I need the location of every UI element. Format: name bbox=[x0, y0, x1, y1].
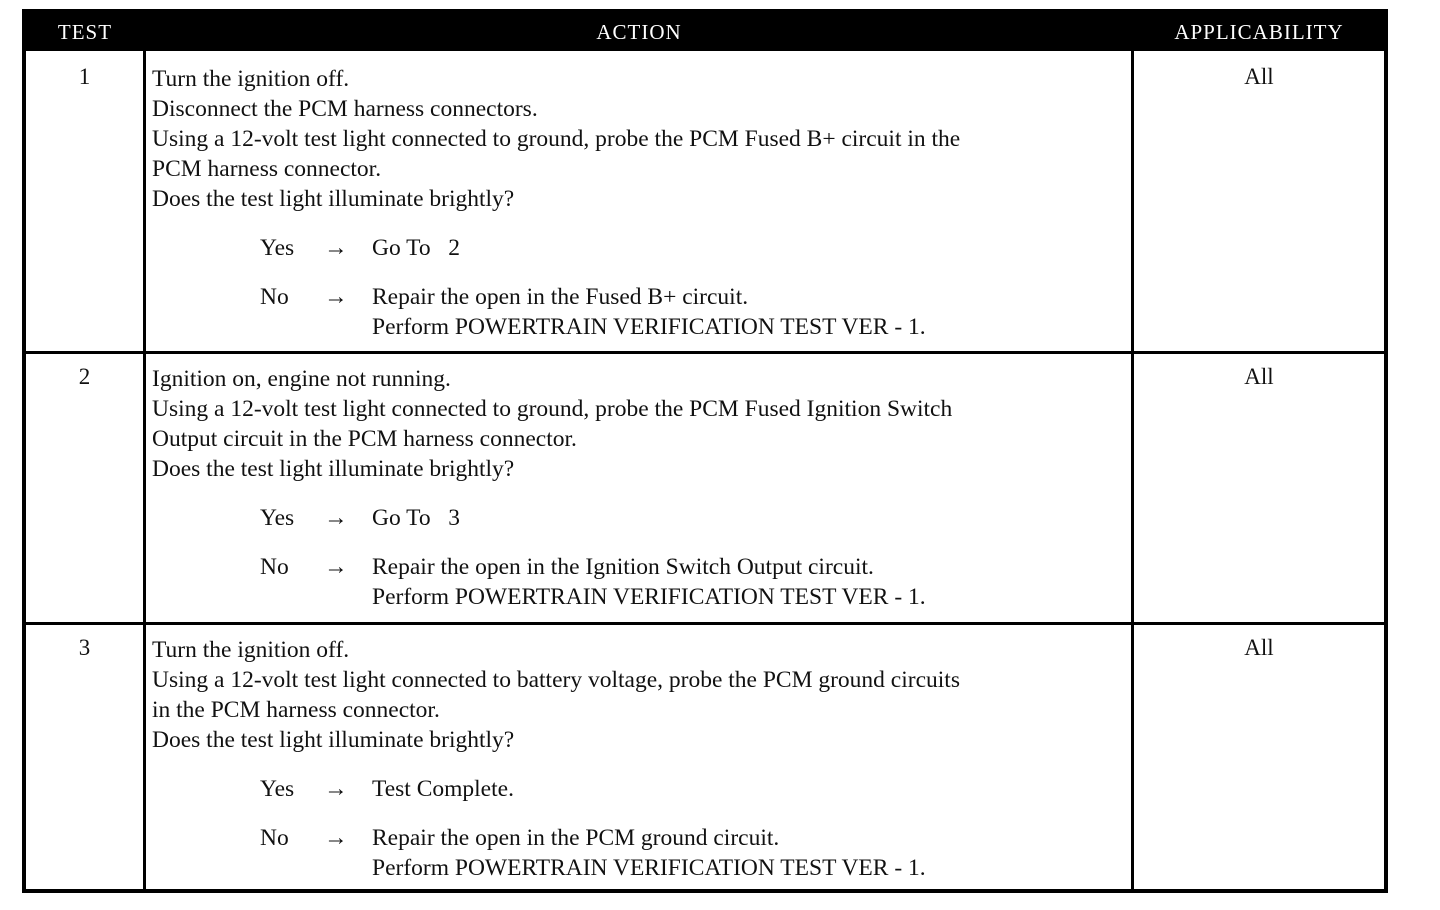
action-line: Using a 12-volt test light connected to battery voltage, probe the PCM ground circuits bbox=[152, 667, 960, 693]
no-branch bbox=[152, 552, 1128, 582]
arrow-icon: → bbox=[324, 554, 348, 580]
arrow-icon: → bbox=[324, 825, 348, 851]
applicability: All bbox=[1244, 364, 1274, 389]
yes-result: Go To 2 bbox=[372, 235, 461, 261]
table-row bbox=[26, 354, 1384, 622]
test-action bbox=[152, 635, 1128, 883]
no-branch-continued bbox=[152, 312, 1128, 342]
yes-result: Go To 3 bbox=[372, 505, 461, 531]
action-line: Does the test light illuminate brightly? bbox=[152, 456, 515, 482]
table-row bbox=[26, 54, 1384, 351]
no-result-verify: Perform POWERTRAIN VERIFICATION TEST VER - 1. bbox=[372, 584, 926, 610]
yes-branch bbox=[152, 233, 1128, 263]
yes-label: Yes bbox=[260, 776, 295, 802]
test-action bbox=[152, 364, 1128, 612]
table-header bbox=[26, 13, 1384, 51]
action-line: Using a 12-volt test light connected to ground, probe the PCM Fused Ignition Switch bbox=[152, 396, 953, 422]
arrow-icon: → bbox=[324, 505, 348, 531]
no-result: Repair the open in the Fused B+ circuit. bbox=[372, 284, 749, 310]
no-result-verify: Perform POWERTRAIN VERIFICATION TEST VER - 1. bbox=[372, 855, 926, 881]
header-applicability: APPLICABILITY bbox=[1174, 20, 1344, 44]
action-line: in the PCM harness connector. bbox=[152, 697, 440, 723]
action-line: Using a 12-volt test light connected to ground, probe the PCM Fused B+ circuit in the bbox=[152, 126, 961, 152]
test-number: 2 bbox=[78, 364, 91, 389]
diagnostic-test-table bbox=[22, 9, 1388, 893]
test-number: 3 bbox=[78, 635, 91, 660]
applicability: All bbox=[1244, 64, 1274, 89]
header-action: ACTION bbox=[596, 20, 682, 44]
action-line: Does the test light illuminate brightly? bbox=[152, 186, 515, 212]
test-number: 1 bbox=[78, 64, 91, 89]
yes-branch bbox=[152, 774, 1128, 804]
arrow-icon: → bbox=[324, 776, 348, 802]
no-branch-continued bbox=[152, 582, 1128, 612]
no-branch bbox=[152, 282, 1128, 312]
action-line: PCM harness connector. bbox=[152, 156, 382, 182]
test-action bbox=[152, 64, 1128, 342]
action-line: Disconnect the PCM harness connectors. bbox=[152, 96, 538, 122]
no-label: No bbox=[260, 284, 289, 310]
action-line: Turn the ignition off. bbox=[152, 66, 350, 92]
applicability: All bbox=[1244, 635, 1274, 660]
yes-result: Test Complete. bbox=[372, 776, 514, 802]
no-branch-continued bbox=[152, 853, 1128, 883]
yes-label: Yes bbox=[260, 505, 295, 531]
yes-branch bbox=[152, 503, 1128, 533]
arrow-icon: → bbox=[324, 235, 348, 261]
yes-label: Yes bbox=[260, 235, 295, 261]
action-line: Does the test light illuminate brightly? bbox=[152, 727, 515, 753]
no-result: Repair the open in the Ignition Switch Output circuit. bbox=[372, 554, 874, 580]
action-line: Turn the ignition off. bbox=[152, 637, 350, 663]
table-row bbox=[26, 625, 1384, 893]
no-result: Repair the open in the PCM ground circuit. bbox=[372, 825, 780, 851]
header-test: TEST bbox=[57, 20, 113, 44]
no-label: No bbox=[260, 554, 289, 580]
no-result-verify: Perform POWERTRAIN VERIFICATION TEST VER - 1. bbox=[372, 314, 926, 340]
action-line: Ignition on, engine not running. bbox=[152, 366, 451, 392]
arrow-icon: → bbox=[324, 284, 348, 310]
no-label: No bbox=[260, 825, 289, 851]
no-branch bbox=[152, 823, 1128, 853]
action-line: Output circuit in the PCM harness connector. bbox=[152, 426, 577, 452]
